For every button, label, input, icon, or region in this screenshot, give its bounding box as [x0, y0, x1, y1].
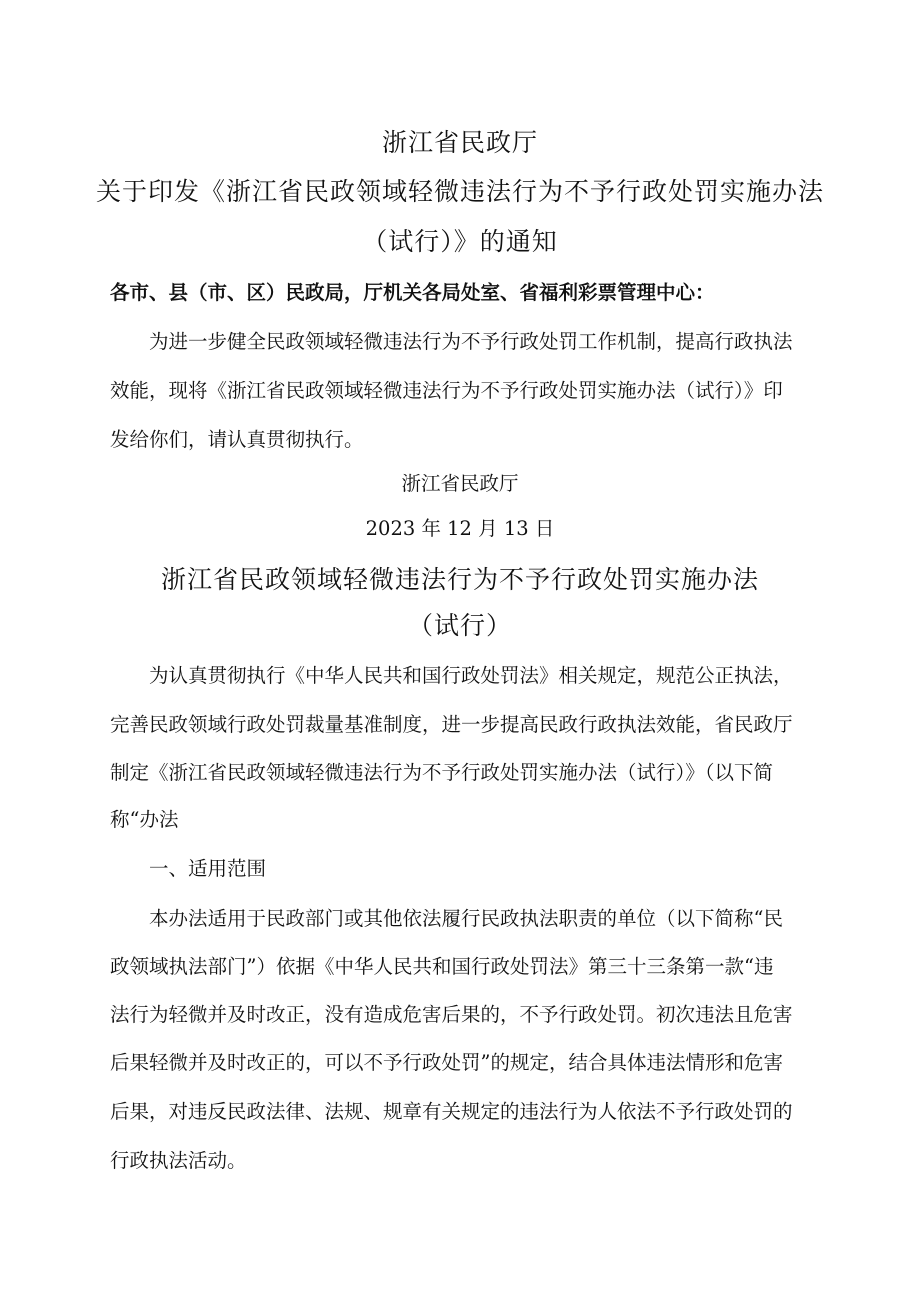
section-1-line-4: 后果轻微并及时改正的，可以不予行政处罚”的规定，结合具体违法情形和危害: [110, 1051, 783, 1074]
section-1-line-5: 后果，对违反民政法律、法规、规章有关规定的违法行为人依法不予行政处罚的: [110, 1100, 793, 1123]
measures-intro-line-3: 制定《浙江省民政领域轻微违法行为不予行政处罚实施办法（试行）》（以下简: [110, 761, 774, 784]
notice-addressee: 各市、县（市、区）民政局，厅机关各局处室、省福利彩票管理中心：: [110, 281, 715, 304]
section-1-line-1: 本办法适用于民政部门或其他依法履行民政执法职责的单位（以下简称“民: [149, 907, 783, 930]
notice-date: 2023 年 12 月 13 日: [365, 517, 555, 540]
notice-body-line-3: 发给你们，请认真贯彻执行。: [110, 428, 364, 451]
measures-intro-line-2: 完善民政领域行政处罚裁量基准制度，进一步提高民政行政执法效能，省民政厅: [110, 713, 793, 736]
notice-issuer: 浙江省民政厅: [381, 128, 538, 157]
measures-intro-line-1: 为认真贯彻执行《中华人民共和国行政处罚法》相关规定，规范公正执法，: [149, 664, 793, 687]
section-1-line-3: 法行为轻微并及时改正，没有造成危害后果的，不予行政处罚。初次违法且危害: [110, 1003, 793, 1026]
section-1-line-6: 行政执法活动。: [110, 1149, 247, 1172]
section-1-heading: 一、适用范围: [149, 857, 267, 880]
section-1-line-2: 政领域执法部门”）依据《中华人民共和国行政处罚法》第三十三条第一款“违: [110, 955, 774, 978]
notice-title-line-1: 关于印发《浙江省民政领域轻微违法行为不予行政处罚实施办法: [95, 177, 824, 206]
notice-title-line-2: （试行）》的通知: [362, 227, 558, 256]
notice-body-line-2: 效能，现将《浙江省民政领域轻微违法行为不予行政处罚实施办法（试行）》印: [110, 379, 783, 402]
notice-body-line-1: 为进一步健全民政领域轻微违法行为不予行政处罚工作机制，提高行政执法: [149, 330, 793, 353]
measures-title-line-2: （试行）: [407, 611, 512, 640]
notice-signature: 浙江省民政厅: [401, 472, 519, 495]
measures-title-line-1: 浙江省民政领域轻微违法行为不予行政处罚实施办法: [160, 565, 759, 594]
measures-intro-line-4: 称“办法: [110, 808, 179, 831]
